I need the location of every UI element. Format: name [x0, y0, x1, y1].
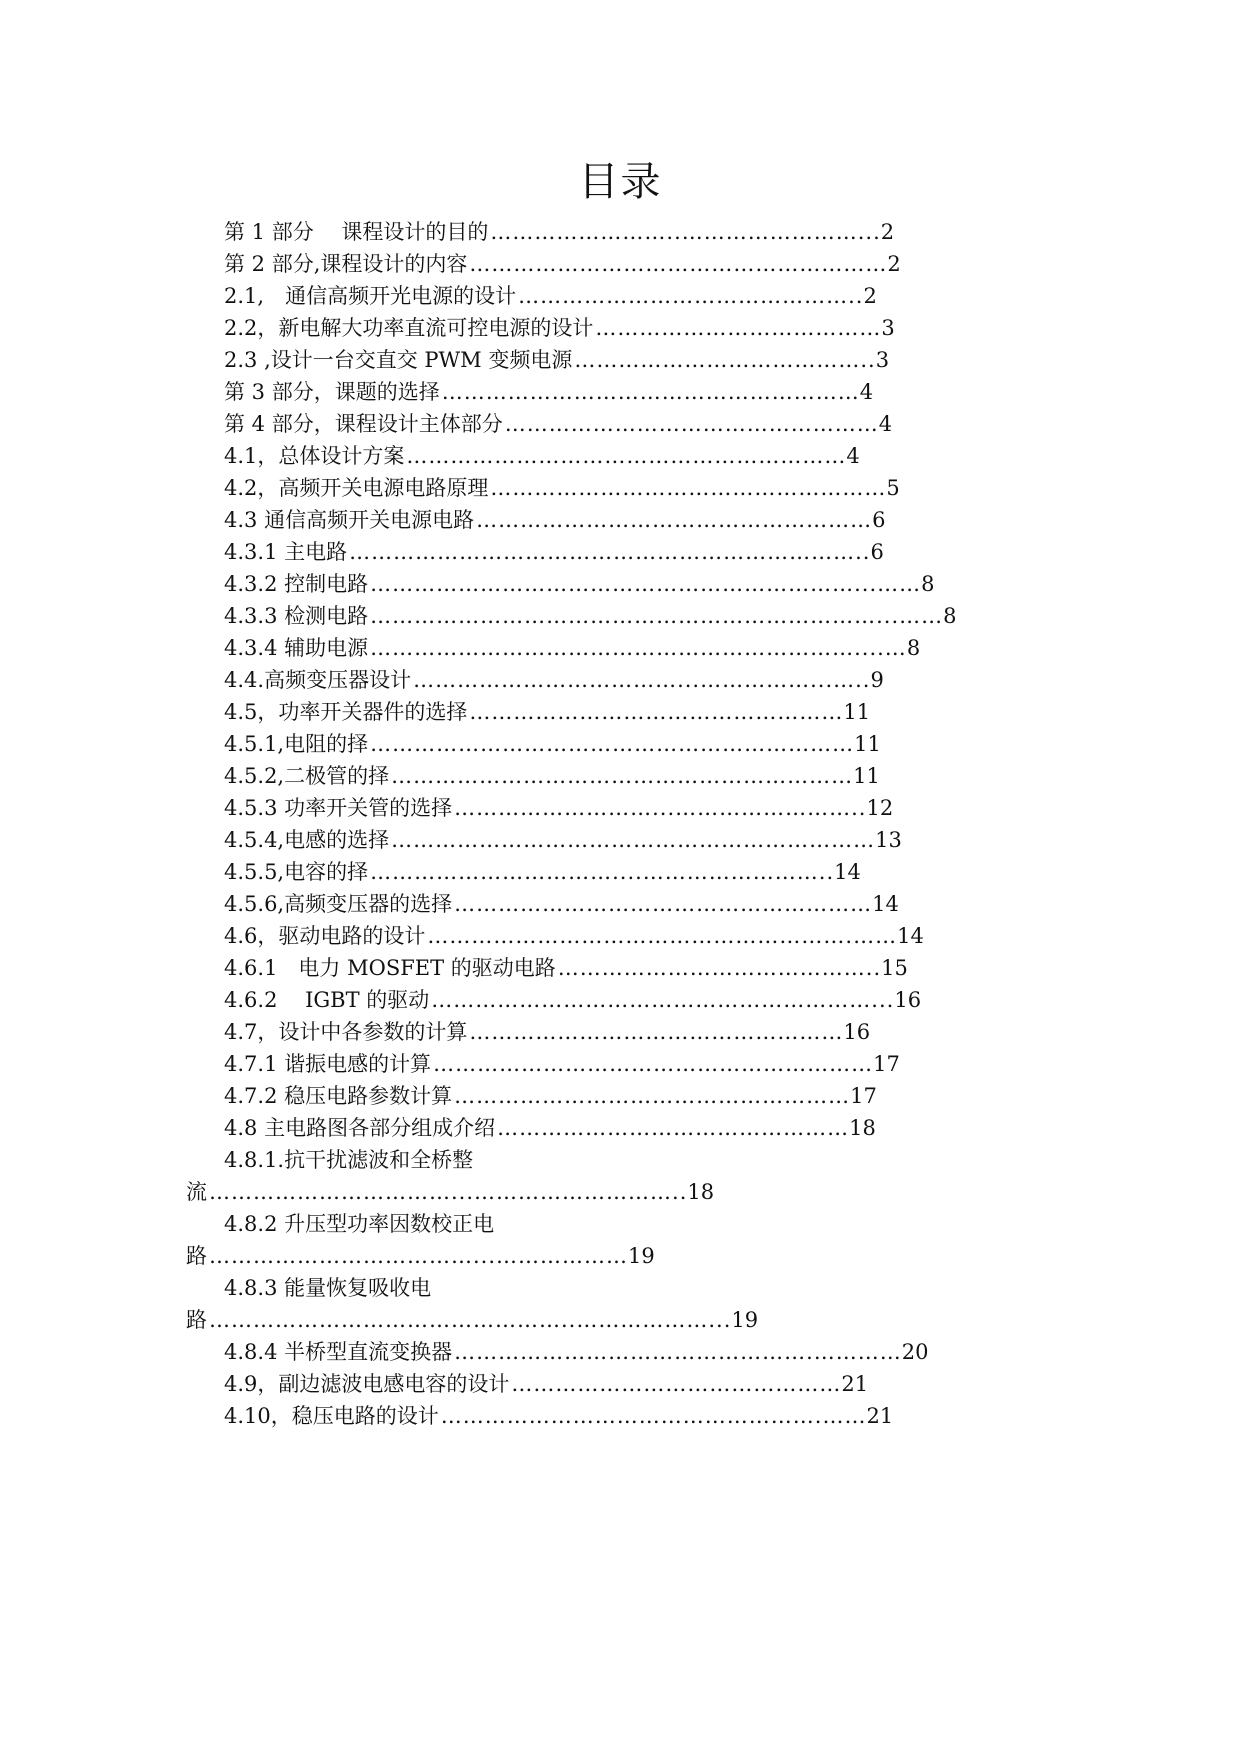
toc-entry-title: 4.8 主电路图各部分组成介绍	[224, 1116, 496, 1140]
toc-entry-leader: ……………………………………………	[469, 1020, 844, 1044]
toc-entry-title: 2.2，新电解大功率直流可控电源的设计	[224, 316, 594, 340]
toc-entry-leader: …………………………………..	[574, 348, 876, 372]
toc-entry-leader: ……………………………………………………	[406, 444, 847, 468]
toc-entry-title: 4.3.4 辅助电源	[224, 636, 369, 660]
toc-entry-leader: …………………………………………	[497, 1116, 850, 1140]
toc-entry-page-number: 6	[870, 540, 884, 564]
toc-entry	[224, 472, 984, 504]
toc-entry	[224, 824, 984, 856]
toc-entry-page-number: 11	[854, 732, 881, 756]
toc-entry	[224, 792, 984, 824]
toc-entry	[224, 1368, 984, 1400]
toc-entry-leader: …………………………………………………	[469, 252, 888, 276]
toc-entry-title: 路	[186, 1244, 207, 1268]
toc-entry-leader: …………………………………………………	[454, 892, 873, 916]
toc-entry-page-number: 11	[843, 700, 871, 724]
toc-entry	[224, 920, 984, 952]
toc-entry-page-number: 17	[850, 1084, 877, 1108]
toc-entry	[224, 952, 984, 984]
toc-entry-page-number: 18	[849, 1116, 876, 1140]
toc-entry	[224, 280, 984, 312]
toc-entry	[224, 984, 984, 1016]
toc-entry-title: 4.8.2 升压型功率因数校正电	[224, 1212, 495, 1236]
toc-entry-leader: ……………………………………………………...	[431, 988, 895, 1012]
toc-entry-leader: ………………………………………….…………	[454, 1340, 902, 1364]
toc-entry-title: 4.7.1 谐振电感的计算	[224, 1052, 432, 1076]
toc-entry-leader: ………………………………...………………	[209, 1244, 629, 1268]
toc-entry-leader: ………………………………………	[511, 1372, 842, 1396]
toc-entry-page-number: 2	[863, 284, 877, 308]
toc-entry-page-number: 17	[873, 1052, 900, 1076]
toc-entry-title: 流	[186, 1180, 207, 1204]
toc-entry-title: 4.8.3 能量恢复吸收电	[224, 1276, 432, 1300]
toc-entry	[224, 632, 984, 664]
toc-entry-page-number: 5	[886, 476, 900, 500]
toc-entry-title: 4.7，设计中各参数的计算	[224, 1020, 468, 1044]
toc-entry-leader: ………………………………………………	[490, 476, 887, 500]
toc-entry	[224, 504, 984, 536]
toc-entry	[224, 1112, 984, 1144]
toc-entry-title: 路	[186, 1308, 207, 1332]
toc-entry-leader: ……………………..……………………...	[490, 220, 881, 244]
toc-entry-page-number: 4	[878, 412, 893, 436]
toc-entry-leader: …………………………………………….……	[440, 1404, 867, 1428]
toc-entry-page-number: 3	[875, 348, 890, 372]
toc-entry	[224, 1144, 824, 1176]
toc-entry-leader: …………………………………………………………	[391, 828, 876, 852]
toc-entry-page-number: 16	[894, 988, 922, 1012]
toc-entry-page-number: 8	[943, 604, 957, 628]
toc-entry	[224, 1208, 824, 1240]
toc-entry-title: 4.4.高频变压器设计	[224, 668, 412, 692]
toc-entry-leader: ……………………………………………	[504, 412, 879, 436]
toc-entry-title: 第 2 部分,课程设计的内容	[224, 252, 468, 276]
toc-entry-title: 第 1 部分 课程设计的目的	[224, 220, 489, 244]
toc-entry-title: 4.3.1 主电路	[224, 540, 348, 564]
toc-entry	[224, 376, 984, 408]
toc-entry-title: 4.5.3 功率开关管的选择	[224, 796, 453, 820]
toc-entry-leader: ………………………………………………….……	[427, 924, 898, 948]
toc-entry-title: 4.5.6,高频变压器的选择	[224, 892, 453, 916]
toc-entry	[224, 1400, 984, 1432]
toc-entry	[224, 440, 984, 472]
toc-entry-leader: …………………………………………………………....…	[370, 636, 907, 660]
toc-entry-leader: …………………………………………..………………...	[209, 1308, 732, 1332]
toc-entry-page-number: 8	[906, 636, 921, 660]
toc-entry-leader: ………………………...……………………..	[454, 796, 867, 820]
toc-entry-page-number: 18	[687, 1180, 715, 1204]
toc-entry-leader: ……………………………………..	[557, 956, 882, 980]
toc-entry-page-number: 14	[834, 860, 861, 884]
toc-entry	[224, 248, 984, 280]
toc-entry-title: 4.5.2,二极管的择	[224, 764, 390, 788]
toc-entry-page-number: 15	[881, 956, 908, 980]
toc-entry-title: 4.10，稳压电路的设计	[224, 1404, 439, 1428]
toc-entry	[224, 216, 984, 248]
toc-entry-title: 4.7.2 稳压电路参数计算	[224, 1084, 453, 1108]
toc-entry-leader: ………………………………………………	[476, 508, 873, 532]
toc-entry-leader: ……………………………....……………………..	[370, 860, 835, 884]
toc-entry-page-number: 19	[731, 1308, 759, 1332]
toc-entry-title: 4.5.4,电感的选择	[224, 828, 390, 852]
toc-entry	[186, 1240, 726, 1272]
toc-entry	[224, 1272, 824, 1304]
toc-entry	[224, 1016, 984, 1048]
toc-entry-title: 4.6.1 电力 MOSFET 的驱动电路	[224, 956, 556, 980]
toc-entry	[186, 1304, 836, 1336]
toc-entry	[224, 600, 984, 632]
toc-entry-page-number: 14	[872, 892, 899, 916]
toc-entry-page-number: 13	[875, 828, 902, 852]
toc-entry	[224, 696, 984, 728]
toc-entry-leader: ………………………………...……………...…..	[413, 668, 871, 692]
toc-entry-title: 4.5，功率开关器件的选择	[224, 700, 468, 724]
toc-title: 目录	[578, 159, 663, 205]
toc-entry-page-number: 4	[859, 380, 874, 404]
toc-entry-title: 4.9，副边滤波电感电容的设计	[224, 1372, 510, 1396]
toc-entry	[224, 760, 984, 792]
toc-entry-leader: ……………………………………………	[469, 700, 844, 724]
toc-entry-page-number: 9	[870, 668, 884, 692]
toc-entry-page-number: 20	[901, 1340, 929, 1364]
toc-entry	[224, 728, 984, 760]
toc-entry-title: 4.3.3 检测电路	[224, 604, 369, 628]
toc-entry-title: 4.1，总体设计方案	[224, 444, 405, 468]
toc-entry-title: 2.1, 通信高频开光电源的设计	[224, 284, 517, 308]
toc-entry-title: 4.8.1.抗干扰滤波和全桥整	[224, 1148, 474, 1172]
toc-entry	[224, 312, 984, 344]
toc-entry-leader: ……………………………………………………………...……	[370, 604, 944, 628]
toc-entry-page-number: 11	[853, 764, 880, 788]
toc-entry	[224, 1080, 984, 1112]
toc-entry	[224, 664, 984, 696]
toc-entry-leader: ……………………………………………………	[433, 1052, 874, 1076]
toc-entry-page-number: 19	[628, 1244, 655, 1268]
toc-entry-leader: …………………………………………………………	[370, 732, 855, 756]
toc-entry-title: 第 4 部分，课程设计主体部分	[224, 412, 503, 436]
toc-entry	[224, 568, 984, 600]
toc-entry-title: 4.3 通信高频开关电源电路	[224, 508, 475, 532]
toc-entry-leader: …………………………………	[595, 316, 882, 340]
toc-entry-leader: ………………………………………..	[518, 284, 864, 308]
toc-entry	[224, 888, 984, 920]
toc-entry	[224, 856, 984, 888]
toc-entry-title: 2.3 ,设计一台交直交 PWM 变频电源	[224, 348, 573, 372]
toc-entry-page-number: 12	[866, 796, 894, 820]
toc-entry	[186, 1176, 776, 1208]
toc-entry-leader: ……………………………………………………………..	[349, 540, 871, 564]
toc-entry-title: 4.3.2 控制电路	[224, 572, 369, 596]
toc-entry-page-number: 6	[872, 508, 886, 532]
toc-entry-page-number: 2	[887, 252, 901, 276]
toc-entry-page-number: 3	[881, 316, 895, 340]
toc-entry-page-number: 16	[843, 1020, 871, 1044]
toc-entry-page-number: 14	[897, 924, 924, 948]
toc-entry-title: 4.2，高频开关电源电路原理	[224, 476, 489, 500]
toc-entry-leader: …………………………………………………………...……	[370, 572, 922, 596]
toc-entry-page-number: 4	[846, 444, 860, 468]
toc-entry-page-number: 21	[866, 1404, 894, 1428]
toc-entry	[224, 1048, 984, 1080]
toc-entry-title: 4.5.5,电容的择	[224, 860, 369, 884]
toc-entry-title: 4.6，驱动电路的设计	[224, 924, 426, 948]
toc-entry-page-number: 8	[921, 572, 935, 596]
toc-entry	[224, 408, 984, 440]
toc-entry-leader: …………………………………………………	[441, 380, 860, 404]
toc-entry-title: 4.8.4 半桥型直流变换器	[224, 1340, 453, 1364]
toc-entry	[224, 344, 984, 376]
toc-entry	[224, 536, 984, 568]
toc-entry-page-number: 2	[880, 220, 895, 244]
toc-entry-leader: ………………………………………………	[454, 1084, 851, 1108]
toc-entry-leader: ………………………………………………………	[391, 764, 854, 788]
toc-entry-leader: ……………………………...………………………..	[209, 1180, 688, 1204]
toc-entry-title: 4.5.1,电阻的择	[224, 732, 369, 756]
toc-entry-title: 第 3 部分，课题的选择	[224, 380, 440, 404]
toc-entry-title: 4.6.2 IGBT 的驱动	[224, 988, 430, 1012]
toc-entry	[224, 1336, 1054, 1368]
toc-entry-page-number: 21	[841, 1372, 869, 1396]
